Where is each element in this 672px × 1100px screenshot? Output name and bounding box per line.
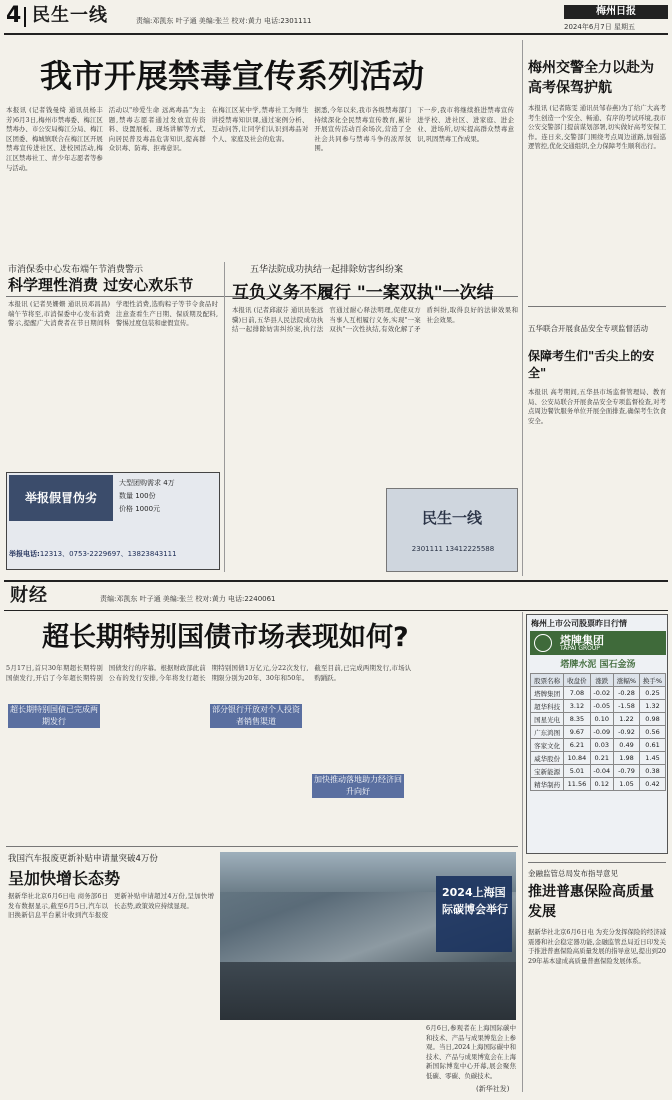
car-kicker: 我国汽车报废更新补贴申请量突破4万份 — [8, 854, 158, 864]
stock-cell: 1.32 — [639, 700, 665, 713]
stock-cell: 0.12 — [590, 778, 613, 791]
photo-crowd — [220, 962, 516, 1020]
stock-table-header-row — [531, 674, 666, 687]
stock-cell: 0.21 — [590, 752, 613, 765]
stock-table-row — [531, 765, 666, 778]
right-mid-kicker: 五华联合开展食品安全专项监督活动 — [528, 324, 648, 333]
paper-name: 梅州日报 — [596, 6, 636, 17]
masthead-rule — [4, 33, 668, 35]
photo-caption-title: 2024上海国际碳博会举行 — [442, 886, 508, 916]
editor-line: 责编:邓凯东 叶子通 美编:张兰 校对:黄力 电话:2301111 — [136, 17, 312, 25]
stock-cell: 7.08 — [564, 687, 590, 700]
car-body: 据新华社北京6月6日电 商务部6日发布数据显示,截至6月5日,汽车以旧换新信息平台累计收到汽车报废更新补贴申请超过4万份,呈加快增长态势,政策效应持续显现。 — [8, 892, 214, 920]
ad-hotline-banner — [9, 475, 113, 521]
ad-phone-numbers: 12313、0753-2229697、13823843111 — [39, 550, 177, 558]
stock-cell: -0.05 — [590, 700, 613, 713]
finance-header-rule — [4, 610, 668, 611]
insurance-body: 据新华社北京6月6日电 为充分发挥保险的经济减震器和社会稳定器功能,金融监管总局近日印发关于推进普惠保险高质量发展的指导意见,提出到2029年基本建成高质量普惠保险发展体系。 — [528, 928, 666, 965]
right-column-divider — [522, 40, 523, 576]
stock-cell: 0.38 — [639, 765, 665, 778]
consumer-kicker: 市消保委中心发布端午节消费警示 — [8, 265, 144, 275]
stock-cell: 超华科技 — [531, 700, 564, 713]
photo-credit: (新华社发) — [476, 1085, 510, 1093]
stock-cell: 广东鸿图 — [531, 726, 564, 739]
stock-col-turnover: 换手% — [639, 674, 665, 687]
expo-photo — [220, 852, 516, 1020]
bond-subhead-1: 超长期特别国债已完成两期发行 — [10, 705, 98, 726]
stock-cell: 威华股份 — [531, 752, 564, 765]
company-name-en: TAPAI GROUP — [560, 645, 600, 652]
page-number: 4 — [6, 3, 22, 28]
stock-col-change: 涨跌 — [590, 674, 613, 687]
top-story-para-4: 据悉,今年以来,我市各级禁毒部门持续深化全民禁毒宣传教育,累计开展宣传活动百余场次,营造了全社会共同参与禁毒斗争的浓厚氛围。 — [314, 106, 412, 153]
stock-cell: 6.21 — [564, 739, 590, 752]
car-headline: 呈加快增长态势 — [8, 869, 121, 888]
consumer-divider — [224, 262, 225, 572]
ad-list-line-1: 大型团购需求 4万 — [119, 479, 175, 487]
stock-col-close: 收盘价 — [564, 674, 590, 687]
finance-right-divider — [522, 612, 523, 1092]
fivehua-kicker: 五华法院成功执结一起排除妨害纠纷案 — [250, 265, 404, 275]
top-story-para-1: 本报讯 (记者钱曼绮 通讯员杨丰芳)6月3日,梅州市禁毒委、梅江区禁毒办、市公安局梅江分局、梅江区团委、梅城镇联合在梅江区开展禁毒宣传进社区、进校园活动,梅江区禁毒社工、青少年志愿者等参与活动。 — [6, 106, 103, 172]
minsheng-hotline: 2301111 13412225588 — [411, 545, 495, 553]
right-mid-headline: 保障考生们"舌尖上的安全" — [528, 349, 655, 380]
masthead — [4, 2, 668, 32]
bond-subhead-2: 部分银行开放对个人投资者销售渠道 — [212, 705, 300, 726]
stock-cell: -0.04 — [590, 765, 613, 778]
right-mid-rule — [528, 306, 666, 307]
right-top-headline: 梅州交警全力以赴为高考保驾护航 — [528, 60, 654, 96]
stock-cell: 10.84 — [564, 752, 590, 765]
photo-story-body: 6月6日,参观者在上海国际碳中和技术、产品与成果博览会上参观。当日,2024上海国际碳中和技术、产品与成果博览会在上海新国际博览中心开幕,展会聚焦低碳、零碳、负碳技术。 — [426, 1024, 516, 1080]
finance-section-title: 财经 — [10, 585, 48, 606]
bond-body-area — [6, 664, 514, 840]
stock-table-row — [531, 726, 666, 739]
ad-hotline-box — [6, 472, 220, 570]
insurance-headline: 推进普惠保险高质量发展 — [528, 884, 654, 920]
consumer-headline: 科学理性消费 过安心欢乐节 — [8, 276, 194, 294]
stock-cell: 1.98 — [614, 752, 640, 765]
stock-cell: 客家文化 — [531, 739, 564, 752]
ad-list-line-3: 价格 1000元 — [119, 505, 161, 513]
company-logo-icon — [534, 634, 552, 652]
stock-table — [530, 673, 666, 791]
minsheng-title: 民生一线 — [421, 509, 482, 527]
stock-slogan: 塔牌水泥 国石金汤 — [560, 660, 636, 670]
car-top-rule — [6, 846, 518, 847]
top-story-headline: 我市开展禁毒宣传系列活动 — [40, 57, 425, 95]
stock-cell: 0.49 — [614, 739, 640, 752]
page-number-divider — [24, 7, 26, 27]
stock-cell: 0.61 — [639, 739, 665, 752]
ad-phone-label: 举报电话: — [9, 550, 40, 558]
insurance-kicker: 金融监管总局发布指导意见 — [528, 869, 618, 878]
ad-hotline-title: 举报假冒伪劣 — [24, 491, 97, 505]
stock-title: 梅州上市公司股票昨日行情 — [531, 619, 627, 628]
ad-list-line-2: 数量 100份 — [119, 492, 156, 500]
stock-cell: 0.25 — [639, 687, 665, 700]
stock-cell: 0.42 — [639, 778, 665, 791]
stock-table-row — [531, 700, 666, 713]
finance-editor-line: 责编:邓凯东 叶子通 美编:张兰 校对:黄力 电话:2240061 — [100, 595, 276, 603]
stock-table-wrap — [530, 673, 666, 791]
stock-cell: 塔牌集团 — [531, 687, 564, 700]
fivehua-headline: 互负义务不履行 "一案双执"一次结 — [232, 283, 494, 303]
bond-body: 5月17日,首只30年期超长期特别国债发行,开启了今年超长期特别国债发行的序幕。根据财政部此前公布的发行安排,今年将发行超长期特别国债1万亿元,分22次发行,期限分别为20年、30年和50年。截至目前,已完成两期发行,市场认购踊跃。 — [6, 664, 412, 682]
fivehua-body: 本报讯 (记者邱淑芬 通讯员张远骥)日前,五华县人民法院成功执结一起排除妨害纠纷案,执行法官通过耐心释法明理,促使双方当事人互相履行义务,实现"一案双执"一次性执结,有效化解了矛盾纠纷,取得良好的法律效果和社会效果。 — [232, 306, 518, 334]
stock-cell: 0.98 — [639, 713, 665, 726]
stock-table-row — [531, 778, 666, 791]
stock-table-row — [531, 687, 666, 700]
photo-caption-box — [436, 876, 512, 952]
top-story-para-5: 下一步,我市将继续推进禁毒宣传进学校、进社区、进家庭、进企业、进场所,切实提高群众禁毒意识,巩固禁毒工作成果。 — [417, 106, 514, 143]
ad-hotline-list — [119, 477, 217, 516]
stock-panel — [526, 614, 668, 854]
stock-cell: 1.05 — [614, 778, 640, 791]
stock-cell: 8.35 — [564, 713, 590, 726]
minsheng-box — [386, 488, 518, 572]
insurance-top-rule — [528, 862, 666, 863]
stock-table-row — [531, 752, 666, 765]
stock-cell: 1.45 — [639, 752, 665, 765]
stock-cell: 国星光电 — [531, 713, 564, 726]
stock-cell: 宝新能源 — [531, 765, 564, 778]
stock-cell: -0.09 — [590, 726, 613, 739]
stock-cell: -0.28 — [614, 687, 640, 700]
stock-cell: 11.56 — [564, 778, 590, 791]
company-name-cn: 塔牌集团 — [560, 634, 604, 647]
date-line: 2024年6月7日 星期五 — [564, 23, 635, 31]
finance-top-rule — [4, 580, 668, 582]
bond-subhead-3: 加快推动落地助力经济回升向好 — [314, 775, 402, 796]
stock-cell: -0.92 — [614, 726, 640, 739]
right-mid-body: 本报讯 高考期间,五华县市场监督管理局、教育局、公安局联合开展食品安全专项监督检查,对考点周边餐饮服务单位开展全面排查,确保考生饮食安全。 — [528, 388, 666, 425]
stock-cell: 0.10 — [590, 713, 613, 726]
ad-hotline-phones — [9, 549, 217, 559]
stock-col-name: 股票名称 — [531, 674, 564, 687]
stock-table-row — [531, 713, 666, 726]
stock-col-pct: 涨幅% — [614, 674, 640, 687]
stock-cell: 精华制药 — [531, 778, 564, 791]
stock-cell: -0.02 — [590, 687, 613, 700]
top-story-para-2: 活动以"珍爱生命 远离毒品"为主题,禁毒志愿者通过发放宣传资料、设置展板、现场讲解等方式,向居民普及毒品危害知识,提高群众识毒、防毒、拒毒意识。 — [108, 106, 206, 153]
stock-cell: 5.01 — [564, 765, 590, 778]
stock-cell: 0.56 — [639, 726, 665, 739]
consumer-body: 本报讯 (记者吴姗姗 通讯员邓昌昌)端午节将至,市消保委中心发布消费警示,提醒广大消费者在节日期间科学理性消费,选购粽子等节令食品时注意查看生产日期、保质期及配料,警惕过度包装和虚假宣传。 — [8, 300, 218, 328]
stock-table-row — [531, 739, 666, 752]
stock-cell: 3.12 — [564, 700, 590, 713]
stock-cell: 1.22 — [614, 713, 640, 726]
stock-cell: -0.79 — [614, 765, 640, 778]
top-story-para-3: 在梅江区某中学,禁毒社工为师生讲授禁毒知识课,通过案例分析、互动问答,让同学们认识到毒品对个人、家庭及社会的危害。 — [211, 106, 309, 143]
stock-brand — [530, 631, 666, 655]
right-top-body: 本报讯 (记者陈雯 通讯员邹春燕)为了给广大高考考生创造一个安全、畅通、有序的考试环境,我市公安交警部门提前谋划部署,切实做好高考安保工作。连日来,交警部门围绕考点周边道路,加强巡逻管控,优化交通组织,全力保障考生顺利出行。 — [528, 104, 666, 151]
section-title: 民生一线 — [32, 5, 108, 26]
bond-headline: 超长期特别国债市场表现如何? — [42, 622, 409, 653]
stock-cell: -1.58 — [614, 700, 640, 713]
stock-cell: 9.67 — [564, 726, 590, 739]
paper-logo — [564, 5, 668, 19]
stock-cell: 0.03 — [590, 739, 613, 752]
